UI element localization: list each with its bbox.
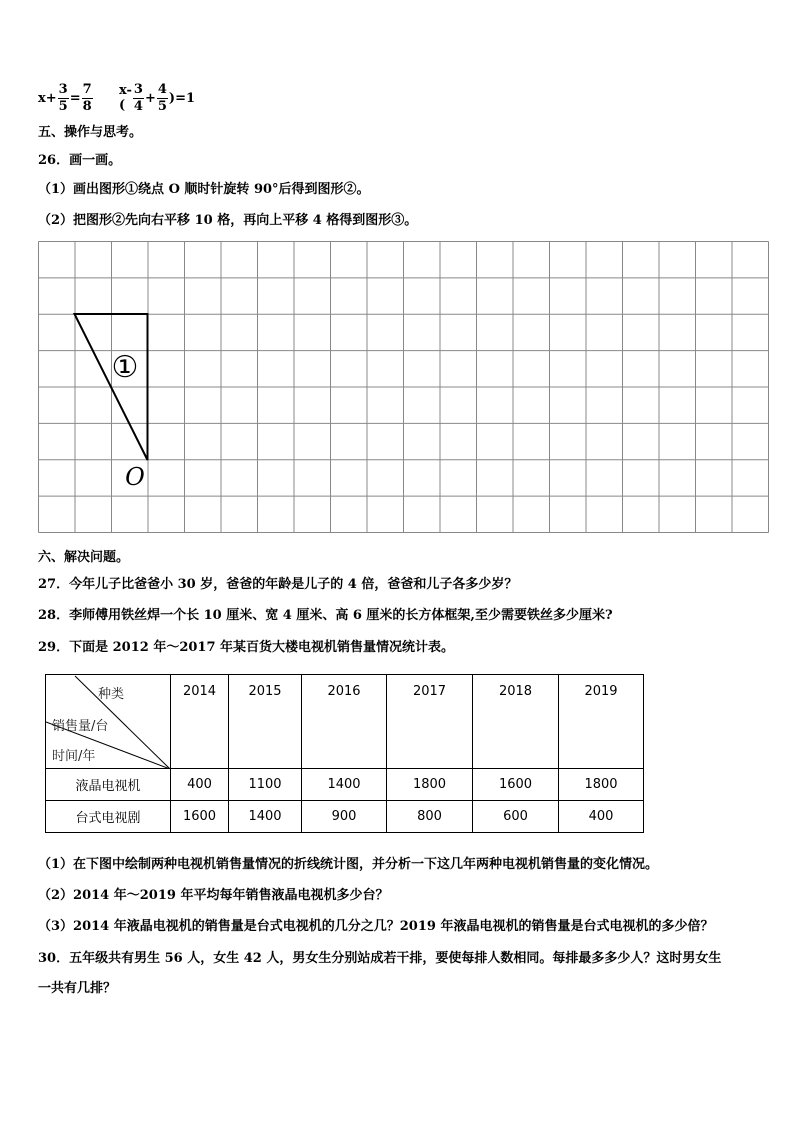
table-header-diagonal [46,675,171,769]
q28-text: 28．李师傅用铁丝焊一个长 10 厘米、宽 4 厘米、高 6 厘米的长方体框架,至少需要铁丝多少厘米? [38,608,613,623]
q29-part3: （3）2014 年液晶电视机的销售量是台式电视机的几分之几？2019 年液晶电视机的销售量是台式电视机的多少倍？ [38,919,714,934]
year-col-2014: 2014 [171,675,229,769]
table-cell: 1100 [229,769,302,801]
equation-2 [119,78,195,118]
header-time: 时间/年 [52,749,96,764]
eq2-fraction-2: $\frac{4}{5}$ [157,81,167,114]
table-cell: 1600 [171,801,229,833]
table-cell: 600 [473,801,559,833]
eq2-plus: + [144,90,156,106]
year-col-2017: 2017 [387,675,473,769]
table-cell: 1800 [387,769,473,801]
table-cell: 400 [171,769,229,801]
year-col-2016: 2016 [302,675,387,769]
year-col-2019: 2019 [559,675,644,769]
figure-1-label: ① [111,350,139,385]
q30-line1: 30．五年级共有男生 56 人，女生 42 人，男女生分别站成若干排，要使每排人数相同。每排最多多少人？这时男女生 [38,951,722,966]
eq1-fraction-2: $\frac{7}{8}$ [82,81,92,114]
q29-title: 29．下面是 2012 年～2017 年某百货大楼电视机销售量情况统计表。 [38,640,455,655]
table-cell: 900 [302,801,387,833]
row-label: 液晶电视机 [46,769,171,801]
year-col-2015: 2015 [229,675,302,769]
eq2-left: x-( [119,83,132,113]
q26-part2: （2）把图形②先向右平移 10 格，再向上平移 4 格得到图形③。 [38,213,418,228]
eq1-var: x+ [38,90,57,106]
q29-part1: （1）在下图中绘制两种电视机销售量情况的折线统计图，并分析一下这几年两种电视机销售量的变化情况。 [38,857,659,872]
q29-part2: （2）2014 年～2019 年平均每年销售液晶电视机多少台？ [38,888,389,903]
q30-line2: 一共有几排？ [38,981,117,996]
table-row [46,769,644,801]
table-cell: 1800 [559,769,644,801]
eq2-right: )=1 [168,90,196,106]
table-cell: 1400 [229,801,302,833]
q26-title: 26．画一画。 [38,153,122,168]
drawing-grid [38,241,769,533]
table-cell: 800 [387,801,473,833]
eq2-fraction-1: $\frac{3}{4}$ [133,81,143,114]
table-cell: 1400 [302,769,387,801]
header-type: 种类 [98,687,125,702]
q27-text: 27．今年儿子比爸爸小 30 岁，爸爸的年龄是儿子的 4 倍，爸爸和儿子各多少岁？ [38,577,518,592]
table-row [46,801,644,833]
table-cell: 400 [559,801,644,833]
year-col-2018: 2018 [473,675,559,769]
eq1-fraction-1: $\frac{3}{5}$ [58,81,68,114]
q26-part1: （1）画出图形①绕点 O 顺时针旋转 90°后得到图形②。 [38,182,370,197]
equation-1 [38,78,94,118]
section5-title: 五、操作与思考。 [38,125,143,140]
row-label: 台式电视剧 [46,801,171,833]
header-sales: 销售量/台 [52,719,109,734]
table-cell: 1600 [473,769,559,801]
section6-title: 六、解决问题。 [38,550,130,565]
sales-table [45,674,644,833]
eq1-equals: = [69,90,81,106]
point-o-label: O [125,463,145,491]
